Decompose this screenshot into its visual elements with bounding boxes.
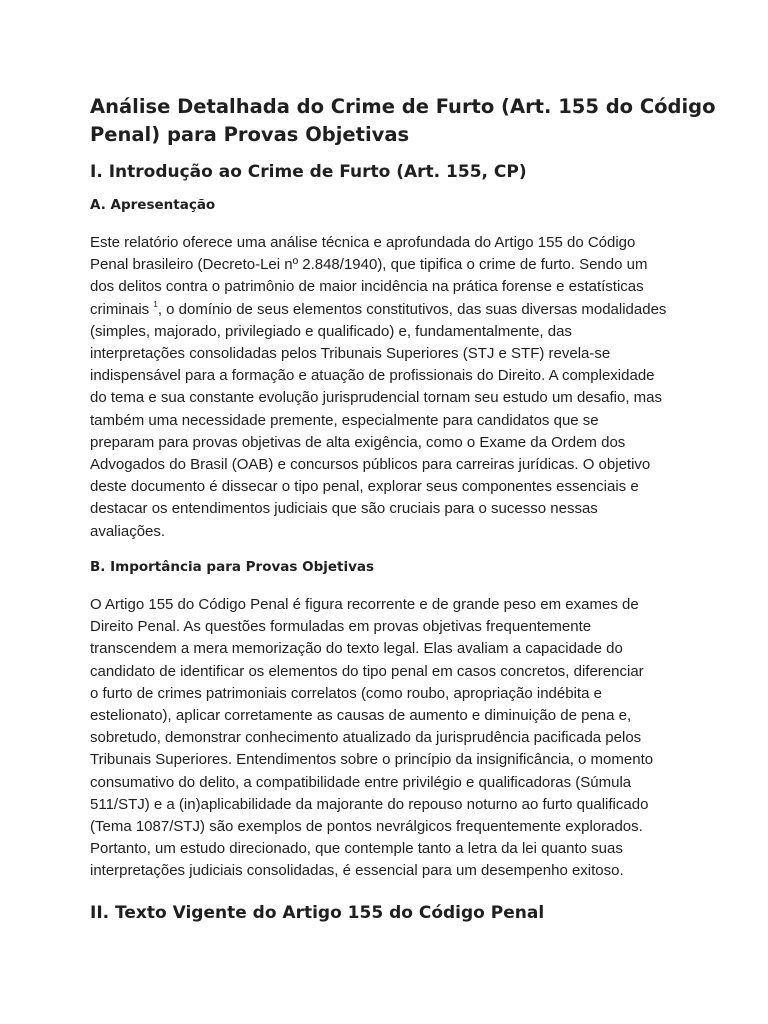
paragraph-line: indispensável para a formação e atuação de profissionais do Direito. A complexidade <box>90 367 655 385</box>
paragraph-line: deste documento é dissecar o tipo penal, explorar seus componentes essenciais e <box>90 478 639 496</box>
paragraph-line: transcendem a mera memorização do texto legal. Elas avaliam a capacidade do <box>90 640 623 658</box>
paragraph-line: dos delitos contra o patrimônio de maior incidência na prática forense e estatísticas <box>90 278 644 296</box>
paragraph-line: candidato de identificar os elementos do tipo penal em casos concretos, diferenciar <box>90 662 644 680</box>
paragraph-line: também uma necessidade premente, especialmente para candidatos que se <box>90 411 599 429</box>
subsection-b-heading: B. Importância para Provas Objetivas <box>90 559 375 575</box>
paragraph-text: , o domínio de seus elementos constitutivos, das suas diversas modalidades <box>157 300 667 318</box>
paragraph-line: (Tema 1087/STJ) são exemplos de pontos nevrálgicos frequentemente explorados. <box>90 818 643 836</box>
paragraph-line: Direito Penal. As questões formuladas em provas objetivas frequentemente <box>90 618 592 636</box>
paragraph-line: 511/STJ) e a (in)aplicabilidade da majorante do repouso noturno ao furto qualificado <box>90 795 649 813</box>
paragraph-line: destacar os entendimentos judiciais que são cruciais para o sucesso nessas <box>90 500 598 518</box>
paragraph-line: interpretações judiciais consolidadas, é essencial para um desempenho exitoso. <box>90 862 624 880</box>
paragraph-line: estelionato), aplicar corretamente as causas de aumento e diminuição de pena e, <box>90 707 632 725</box>
paragraph-line: preparam para provas objetivas de alta exigência, como o Exame da Ordem dos <box>90 433 626 451</box>
document-page <box>90 93 716 923</box>
paragraph-line: o furto de crimes patrimoniais correlatos (como roubo, apropriação indébita e <box>90 684 602 702</box>
paragraph-line: Este relatório oferece uma análise técnica e aprofundada do Artigo 155 do Código <box>90 234 636 251</box>
paragraph-line: sobretudo, demonstrar conhecimento atualizado da jurisprudência pacificada pelos <box>90 729 642 747</box>
document-title-line-2: Penal) para Provas Objetivas <box>90 123 410 146</box>
paragraph-line: avaliações. <box>90 522 166 540</box>
paragraph-line: Portanto, um estudo direcionado, que contemple tanto a letra da lei quanto suas <box>90 840 623 858</box>
paragraph-line: Penal brasileiro (Decreto-Lei nº 2.848/1940), que tipifica o crime de furto. Sendo um <box>90 256 648 274</box>
footnote-reference[interactable]: 1 <box>153 299 158 309</box>
subsection-b-paragraph <box>90 594 690 883</box>
section-1-heading: I. Introdução ao Crime de Furto (Art. 155, CP) <box>90 162 527 182</box>
document-title <box>90 93 716 149</box>
subsection-a-paragraph <box>90 232 690 543</box>
paragraph-line: consumativo do delito, a compatibilidade entre privilégio e qualificadoras (Súmula <box>90 773 632 791</box>
paragraph-text: criminais <box>90 300 150 318</box>
paragraph-line: interpretações consolidadas pelos Tribunais Superiores (STJ e STF) revela-se <box>90 345 611 363</box>
paragraph-line: Tribunais Superiores. Entendimentos sobre o princípio da insignificância, o momento <box>90 751 654 769</box>
subsection-a-heading: A. Apresentação <box>90 197 216 213</box>
paragraph-line: O Artigo 155 do Código Penal é figura recorrente e de grande peso em exames de <box>90 596 639 613</box>
paragraph-line: (simples, majorado, privilegiado e qualificado) e, fundamentalmente, das <box>90 322 572 340</box>
paragraph-line <box>90 299 690 321</box>
section-2-heading: II. Texto Vigente do Artigo 155 do Código Penal <box>90 903 545 923</box>
document-title-line-1: Análise Detalhada do Crime de Furto (Art. 155 do Código <box>90 95 716 118</box>
paragraph-line: Advogados do Brasil (OAB) e concursos públicos para carreiras jurídicas. O objetivo <box>90 456 651 474</box>
paragraph-line: do tema e sua constante evolução jurisprudencial tornam seu estudo um desafio, mas <box>90 389 662 407</box>
